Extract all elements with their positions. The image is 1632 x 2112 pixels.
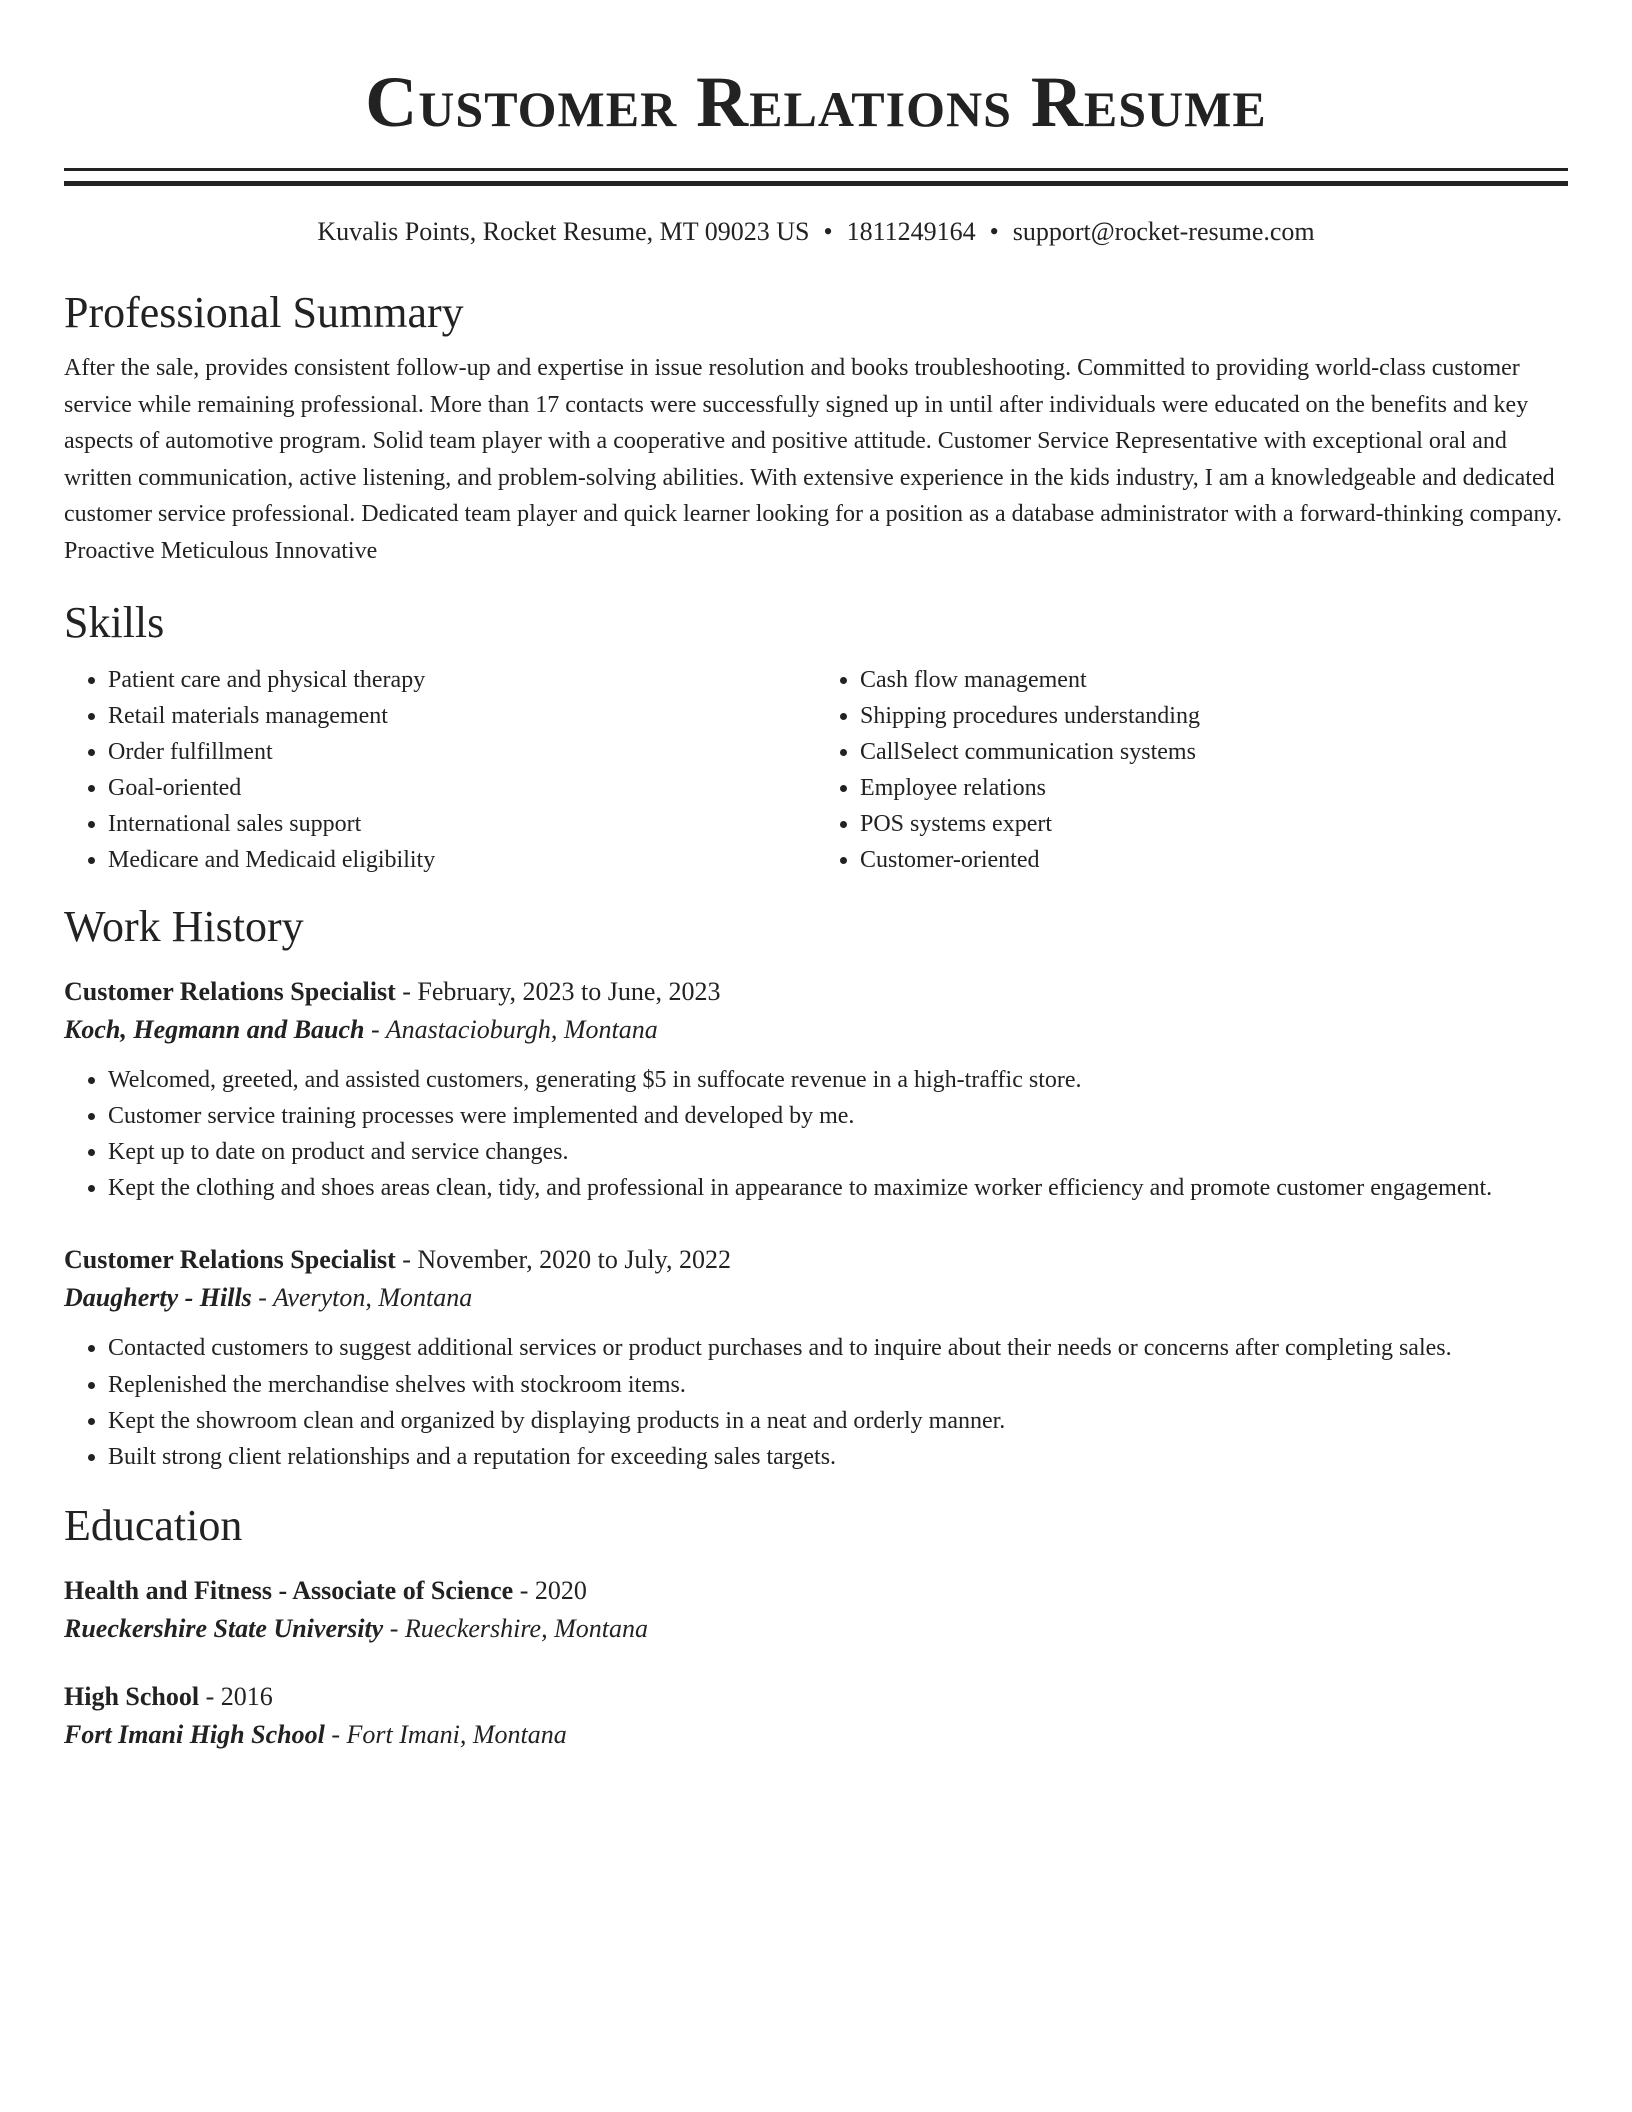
- degree-year: - 2020: [513, 1576, 587, 1606]
- school-name: Rueckershire State University: [64, 1614, 384, 1644]
- skill-item: • International sales support: [108, 806, 816, 842]
- skill-item: • POS systems expert: [860, 806, 1568, 842]
- job-duties: [64, 1062, 1568, 1207]
- skills-column-right: [816, 662, 1568, 878]
- degree-line: [64, 1573, 1568, 1609]
- school-location: - Rueckershire, Montana: [383, 1614, 648, 1644]
- contact-separator: •: [989, 217, 999, 246]
- skill-item: • Patient care and physical therapy: [108, 662, 816, 698]
- summary-heading: Professional Summary: [64, 288, 464, 337]
- job-title-line: [64, 974, 1568, 1010]
- resume-title: Customer Relations Resume: [365, 62, 1267, 142]
- job-dates: - November, 2020 to July, 2022: [395, 1245, 731, 1275]
- degree-name: High School: [64, 1682, 200, 1712]
- job-location: - Anastacioburgh, Montana: [364, 1014, 658, 1044]
- job-duties: [64, 1330, 1568, 1475]
- contact-line: [64, 216, 1568, 248]
- skill-item: • Goal-oriented: [108, 770, 816, 806]
- job-duty: • Replenished the merchandise shelves with stockroom items.: [108, 1367, 1568, 1403]
- job-duty: • Welcomed, greeted, and assisted customers, generating $5 in suffocate revenue in a high-traffic store.: [108, 1062, 1568, 1098]
- summary-text: After the sale, provides consistent follow-up and expertise in issue resolution and books troubleshooting. Committed to providing world-class customer service while remaining professional. More than 17 contacts were successfully signed up in until after individuals were educated on the benefits and key aspects of automotive program. Solid team player with a cooperative and positive attitude. Customer Service Representative with exceptional oral and written communication, active listening, and problem-solving abilities. With extensive experience in the kids industry, I am a knowledgeable and dedicated customer service professional. Dedicated team player and quick learner looking for a position as a database administrator with a forward-thinking company. Proactive Meticulous Innovative: [64, 355, 1562, 564]
- skills-column-left: [64, 662, 816, 878]
- skills-list: [64, 662, 1568, 878]
- contact-phone: 1811249164: [846, 217, 976, 246]
- degree-name: Health and Fitness - Associate of Science: [64, 1576, 514, 1606]
- education-heading: Education: [64, 1501, 243, 1551]
- school-name: Fort Imani High School: [64, 1720, 325, 1750]
- job-entry: [64, 974, 1568, 1207]
- job-entry: [64, 1242, 1568, 1475]
- job-company: Daugherty - Hills: [64, 1283, 252, 1313]
- job-duty: • Built strong client relationships and a reputation for exceeding sales targets.: [108, 1439, 1568, 1475]
- degree-year: - 2016: [199, 1682, 273, 1712]
- skill-item: • Order fulfillment: [108, 734, 816, 770]
- skill-item: • Cash flow management: [860, 662, 1568, 698]
- school-line: [64, 1609, 1568, 1649]
- job-duty: • Kept the clothing and shoes areas clean, tidy, and professional in appearance to maximize worker efficiency and promote customer engagement.: [108, 1170, 1568, 1206]
- job-duty: • Kept the showroom clean and organized by displaying products in a neat and orderly manner.: [108, 1403, 1568, 1439]
- degree-line: [64, 1679, 1568, 1715]
- job-location: - Averyton, Montana: [251, 1283, 473, 1313]
- job-company: Koch, Hegmann and Bauch: [64, 1014, 365, 1044]
- job-title: Customer Relations Specialist: [64, 1245, 396, 1275]
- contact-address: Kuvalis Points, Rocket Resume, MT 09023 US: [317, 217, 810, 246]
- skill-item: • Employee relations: [860, 770, 1568, 806]
- job-company-line: [64, 1010, 1568, 1050]
- contact-separator: •: [823, 217, 833, 246]
- skill-item: • Medicare and Medicaid eligibility: [108, 842, 816, 878]
- work-history-heading: Work History: [64, 901, 304, 951]
- skill-item: • Customer-oriented: [860, 842, 1568, 878]
- job-title-line: [64, 1242, 1568, 1278]
- skill-item: • Retail materials management: [108, 698, 816, 734]
- job-title: Customer Relations Specialist: [64, 976, 396, 1006]
- skills-heading: Skills: [64, 597, 165, 647]
- job-dates: - February, 2023 to June, 2023: [395, 976, 721, 1006]
- job-duty: • Kept up to date on product and service changes.: [108, 1134, 1568, 1170]
- skill-item: • Shipping procedures understanding: [860, 698, 1568, 734]
- education-entry: [64, 1679, 1568, 1755]
- job-company-line: [64, 1278, 1568, 1318]
- job-duty: • Contacted customers to suggest additional services or product purchases and to inquire about their needs or concerns after completing sales.: [108, 1330, 1568, 1366]
- contact-email: support@rocket-resume.com: [1012, 217, 1315, 246]
- education-entry: [64, 1573, 1568, 1649]
- school-line: [64, 1715, 1568, 1755]
- job-duty: • Customer service training processes were implemented and developed by me.: [108, 1098, 1568, 1134]
- skill-item: • CallSelect communication systems: [860, 734, 1568, 770]
- school-location: - Fort Imani, Montana: [324, 1720, 567, 1750]
- title-divider: [64, 168, 1568, 186]
